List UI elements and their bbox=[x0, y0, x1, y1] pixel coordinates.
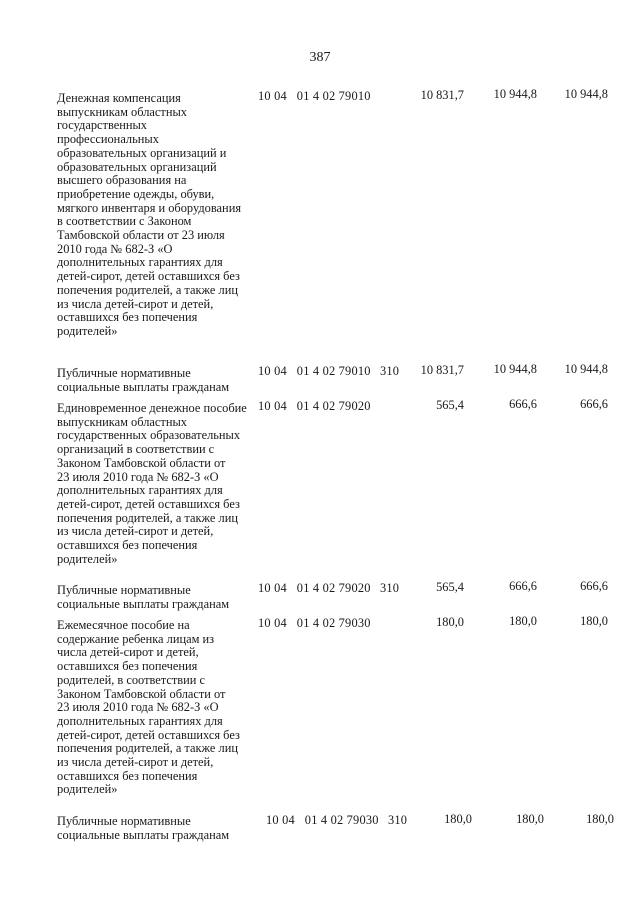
target-code: 01 4 02 79020 bbox=[296, 399, 371, 413]
row-codes bbox=[266, 813, 407, 827]
value-year-2: 180,0 bbox=[509, 614, 537, 628]
row-name: Единовременное денежное пособие выпускникам областных государственных образовательных организаций в соответствии с Законом Тамбовской области от 23 июля 2010 года № 682-З «О дополнительных гарантиях для детей-сирот, детей оставшихся без попечения родителей, а также лиц из числа детей-сирот и детей, оставшихся без попечения родителей» bbox=[57, 401, 247, 566]
expense-type-code: 310 bbox=[387, 813, 408, 827]
value-year-2: 10 944,8 bbox=[493, 87, 537, 101]
value-year-3: 180,0 bbox=[586, 812, 614, 826]
row-name: Ежемесячное пособие на содержание ребенка лицам из числа детей-сирот и детей, оставшихся без попечения родителей, в соответствии с Законом Тамбовской области от 23 июля 2010 года № 682-З «О дополнительных гарантиях для детей-сирот, детей оставшихся без попечения родителей, а также лиц из числа детей-сирот и детей, оставшихся без попечения родителей» bbox=[57, 618, 240, 797]
target-code: 01 4 02 79010 bbox=[296, 364, 371, 378]
value-year-3: 10 944,8 bbox=[564, 87, 608, 101]
section-code: 10 04 bbox=[266, 813, 295, 827]
target-code: 01 4 02 79020 bbox=[296, 581, 371, 595]
target-code: 01 4 02 79010 bbox=[296, 89, 371, 103]
value-year-1: 10 831,7 bbox=[420, 88, 464, 102]
value-year-1: 10 831,7 bbox=[420, 363, 464, 377]
value-year-2: 666,6 bbox=[509, 579, 537, 593]
row-name: Публичные нормативные социальные выплаты гражданам bbox=[57, 366, 230, 394]
row-codes bbox=[258, 616, 377, 630]
value-year-1: 180,0 bbox=[436, 615, 464, 629]
page-number: 387 bbox=[309, 50, 331, 65]
section-code: 10 04 bbox=[258, 399, 287, 413]
row-name: Публичные нормативные социальные выплаты гражданам bbox=[57, 583, 230, 611]
value-year-1: 565,4 bbox=[436, 580, 464, 594]
value-year-3: 666,6 bbox=[580, 397, 608, 411]
value-year-1: 565,4 bbox=[436, 398, 464, 412]
value-year-2: 180,0 bbox=[516, 812, 544, 826]
expense-type-code: 310 bbox=[379, 581, 400, 595]
row-codes bbox=[258, 581, 399, 595]
value-year-3: 10 944,8 bbox=[564, 362, 608, 376]
target-code: 01 4 02 79030 bbox=[296, 616, 371, 630]
row-name: Денежная компенсация выпускникам областных государственных профессиональных образовательных организаций и образовательных организаций высшего образования на приобретение одежды, обуви, мягкого инвентаря и оборудования в соответствии с Законом Тамбовской области от 23 июля 2010 года № 682-З «О дополнительных гарантиях для детей-сирот, детей оставшихся без попечения родителей, а также лиц из числа детей-сирот и детей, оставшихся без попечения родителей» bbox=[57, 91, 242, 338]
value-year-2: 10 944,8 bbox=[493, 362, 537, 376]
section-code: 10 04 bbox=[258, 364, 287, 378]
target-code: 01 4 02 79030 bbox=[304, 813, 379, 827]
section-code: 10 04 bbox=[258, 89, 287, 103]
value-year-3: 180,0 bbox=[580, 614, 608, 628]
row-name: Публичные нормативные социальные выплаты гражданам bbox=[57, 814, 230, 842]
section-code: 10 04 bbox=[258, 581, 287, 595]
section-code: 10 04 bbox=[258, 616, 287, 630]
value-year-2: 666,6 bbox=[509, 397, 537, 411]
expense-type-code: 310 bbox=[379, 364, 400, 378]
row-codes bbox=[258, 89, 377, 103]
row-codes bbox=[258, 364, 399, 378]
row-codes bbox=[258, 399, 377, 413]
value-year-1: 180,0 bbox=[444, 812, 472, 826]
value-year-3: 666,6 bbox=[580, 579, 608, 593]
